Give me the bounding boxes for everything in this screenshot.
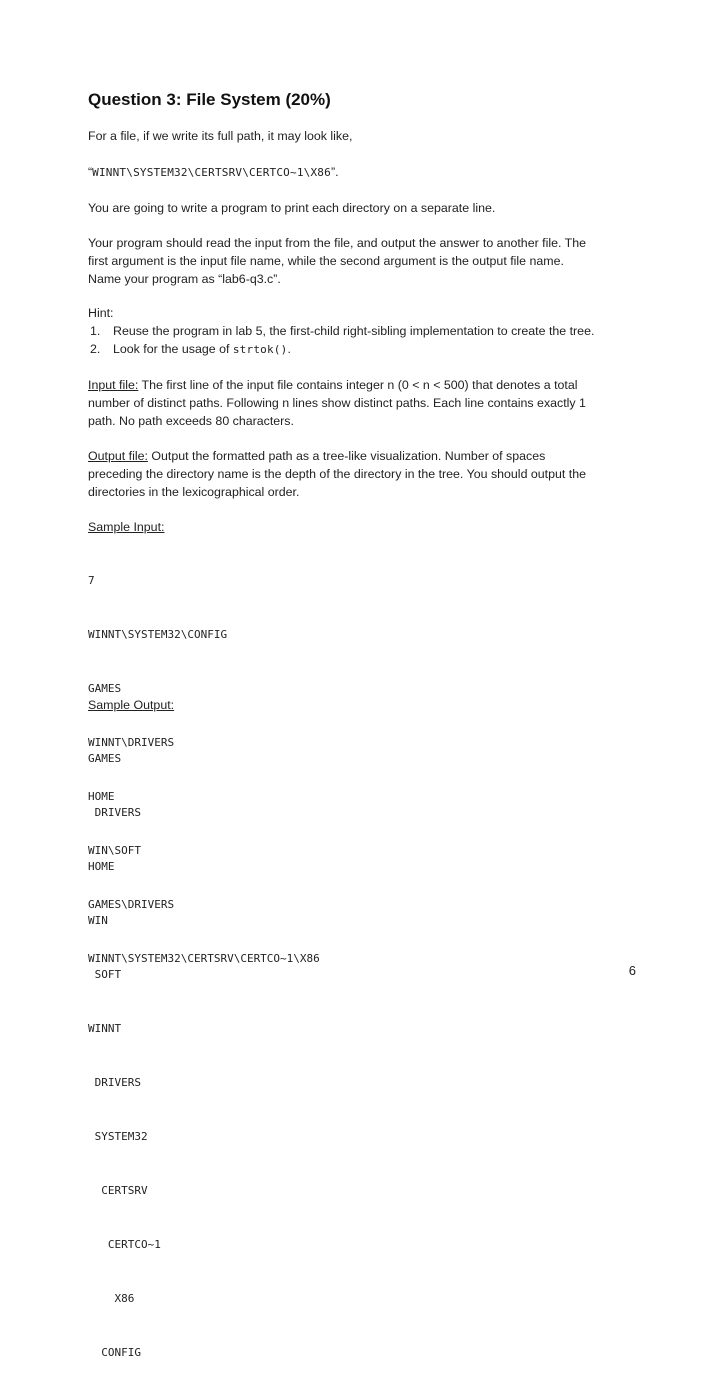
sample-output-line: HOME: [88, 860, 115, 873]
sample-output-line: CONFIG: [88, 1346, 141, 1359]
output-file-line-2: preceding the directory name is the depth of the directory in the tree. You should output the: [88, 467, 587, 481]
sample-output-line: WINNT: [88, 1022, 122, 1035]
input-file-line-2: number of distinct paths. Following n lines show distinct paths. Each line contains exactly 1: [88, 396, 586, 410]
sample-output-line: SOFT: [88, 968, 122, 981]
close-quote: ”.: [330, 165, 339, 179]
hint-item-text: Reuse the program in lab 5, the first-child right-sibling implementation to create the tree.: [113, 324, 595, 338]
example-path-line: [88, 163, 644, 182]
program-description: [88, 234, 644, 288]
input-file-line-1: [88, 376, 644, 394]
sample-input-line: GAMES\DRIVERS: [88, 898, 175, 911]
program-description-line-1: Your program should read the input from the file, and output the answer to another file. The: [88, 236, 587, 250]
sample-output-line: CERTCO~1: [88, 1238, 161, 1251]
sample-input-line: GAMES: [88, 682, 122, 695]
sample-output-line: DRIVERS: [88, 806, 141, 819]
sample-input-line: HOME: [88, 790, 115, 803]
example-path: WINNT\SYSTEM32\CERTSRV\CERTCO~1\X86: [92, 166, 331, 179]
output-file-line-1: [88, 447, 644, 465]
hint-item-number: 2.: [90, 342, 101, 356]
sample-input-line: WINNT\DRIVERS: [88, 736, 175, 749]
sample-input-label: Sample Input:: [88, 520, 165, 534]
output-file-label: Output file:: [88, 449, 148, 463]
hint-list: [88, 322, 648, 359]
program-description-line-2: first argument is the input file name, while the second argument is the output file name.: [88, 254, 564, 268]
sample-output-line: X86: [88, 1292, 135, 1305]
hint-label: Hint:: [88, 306, 114, 320]
hint-code-strtok: strtok(): [232, 343, 288, 356]
sample-output-label: Sample Output:: [88, 698, 175, 712]
sample-input-line: WIN\SOFT: [88, 844, 141, 857]
sample-output-line: CERTSRV: [88, 1184, 148, 1197]
input-file-section: [88, 376, 644, 430]
question-title: Question 3: File System (20%): [88, 90, 331, 109]
sample-output-line: SYSTEM32: [88, 1130, 148, 1143]
hint-item-text-end: .: [287, 342, 291, 356]
sample-output-line: WIN: [88, 914, 108, 927]
sample-output-line: GAMES: [88, 752, 122, 765]
output-file-text: Output the formatted path as a tree-like visualization. Number of spaces: [147, 449, 546, 463]
output-file-section: [88, 447, 644, 501]
sample-output-block: [88, 714, 161, 1398]
intro-text: For a file, if we write its full path, it may look like,: [88, 129, 353, 143]
input-file-text: The first line of the input file contains integer n (0 < n < 500) that denotes a total: [138, 378, 578, 392]
hint-item-text: Look for the usage of: [113, 342, 233, 356]
task-text: You are going to write a program to print each directory on a separate line.: [88, 201, 496, 215]
sample-input-line: WINNT\SYSTEM32\CONFIG: [88, 628, 228, 641]
open-quote: “: [88, 165, 93, 179]
hint-item-2: [88, 340, 648, 359]
page-number: 6: [628, 963, 636, 978]
sample-output-line: DRIVERS: [88, 1076, 141, 1089]
input-file-line-3: path. No path exceeds 80 characters.: [88, 414, 294, 428]
input-file-label: Input file:: [88, 378, 139, 392]
sample-input-line: WINNT\SYSTEM32\CERTSRV\CERTCO~1\X86: [88, 952, 320, 965]
sample-input-line: 7: [88, 574, 95, 587]
output-file-line-3: directories in the lexicographical order.: [88, 485, 300, 499]
hint-item-number: 1.: [90, 324, 101, 338]
program-description-line-3: Name your program as “lab6-q3.c”.: [88, 272, 281, 286]
hint-item-1: [88, 322, 648, 340]
